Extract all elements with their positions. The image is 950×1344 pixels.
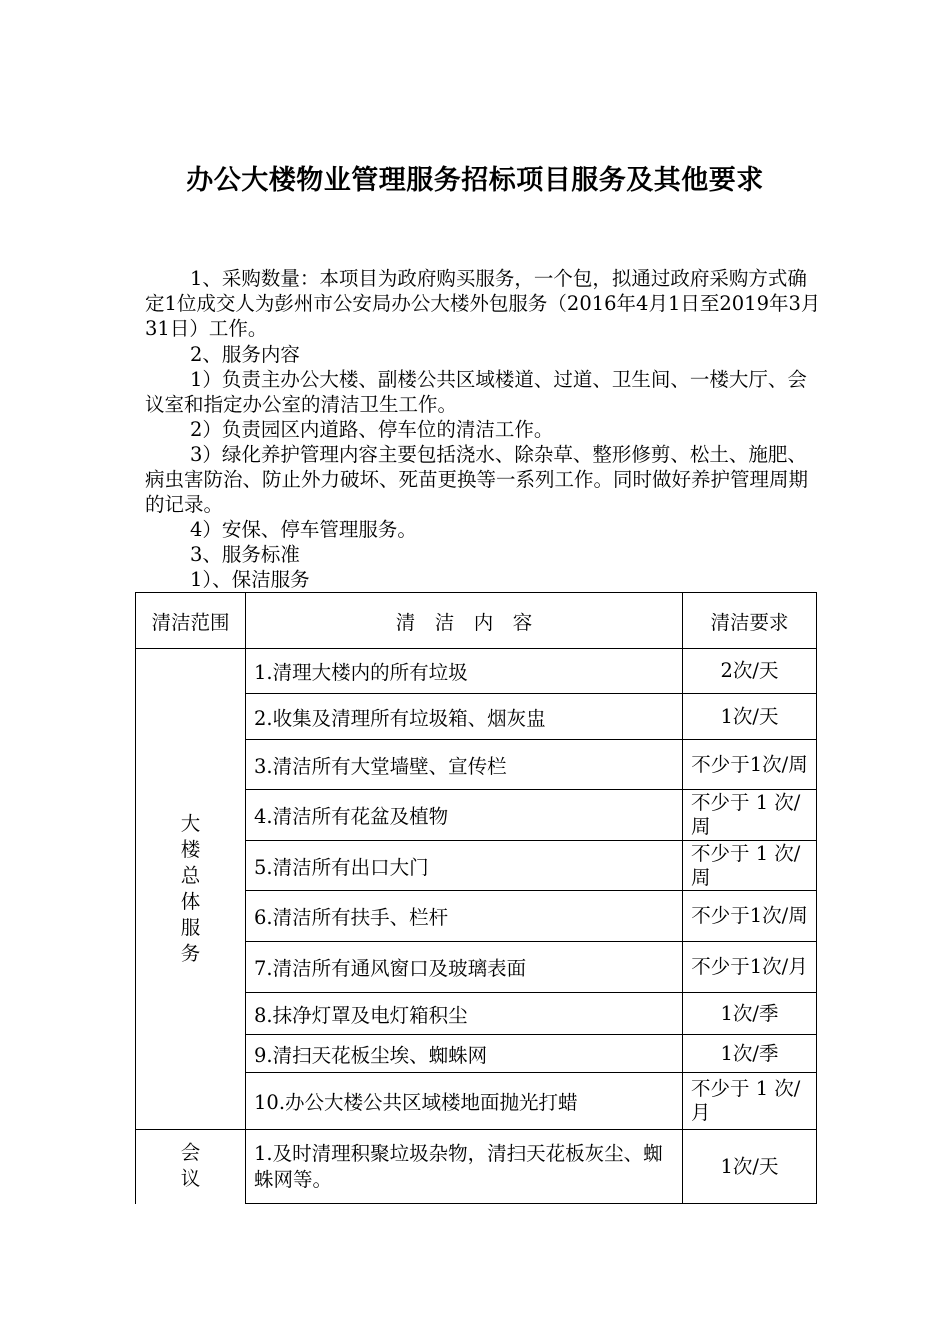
cleaning-standards-table: [135, 592, 817, 1204]
cleaning-frequency: 不少于1次/月: [683, 942, 817, 993]
paragraph-procurement-quantity: 1、采购数量：本项目为政府购买服务，一个包，拟通过政府采购方式确定1位成交人为彭州市公安局办公大楼外包服务（2016年4月1日至2019年3月31日）工作。: [145, 267, 821, 340]
cleaning-item: 8.抹净灯罩及电灯箱积尘: [246, 993, 683, 1035]
heading-service-content: 2、服务内容: [190, 343, 300, 366]
cleaning-frequency: 不少于1次/周: [683, 740, 817, 790]
cleaning-frequency: 1次/季: [683, 993, 817, 1035]
cleaning-frequency: 1次/天: [683, 694, 817, 740]
cleaning-item: 2.收集及清理所有垃圾箱、烟灰盅: [246, 694, 683, 740]
table-header-row: [136, 593, 817, 649]
cleaning-frequency: 不少于1次/周: [683, 891, 817, 942]
cleaning-item: 7.清洁所有通风窗口及玻璃表面: [246, 942, 683, 993]
heading-service-standard: 3、服务标准: [190, 543, 300, 566]
table-row: [136, 1130, 817, 1204]
header-scope: 清洁范围: [136, 593, 246, 649]
document-title: 办公大楼物业管理服务招标项目服务及其他要求: [186, 165, 764, 196]
scope-cell-meeting: 会议: [136, 1130, 246, 1204]
paragraph-service-3: 3）绿化养护管理内容主要包括浇水、除杂草、整形修剪、松土、施肥、病虫害防治、防止外力破坏、死苗更换等一系列工作。同时做好养护管理周期的记录。: [145, 443, 809, 516]
header-content: 清 洁 内 容: [246, 593, 683, 649]
header-requirement: 清洁要求: [683, 593, 817, 649]
cleaning-item: 10.办公大楼公共区域楼地面抛光打蜡: [246, 1073, 683, 1130]
cleaning-frequency: 2次/天: [683, 649, 817, 694]
cleaning-frequency: 1次/天: [683, 1130, 817, 1204]
cleaning-frequency: 不少于 1 次/周: [683, 841, 817, 891]
cleaning-item: 1.及时清理积聚垃圾杂物，清扫天花板灰尘、蜘蛛网等。: [246, 1130, 683, 1204]
cleaning-frequency: 不少于 1 次/周: [683, 790, 817, 841]
paragraph-service-2: 2）负责园区内道路、停车位的清洁工作。: [190, 418, 554, 441]
paragraph-service-1: 1）负责主办公大楼、副楼公共区域楼道、过道、卫生间、一楼大厅、会议室和指定办公室的清洁卫生工作。: [145, 368, 807, 416]
heading-cleaning-service: 1）、保洁服务: [190, 568, 310, 591]
paragraph-service-4: 4）安保、停车管理服务。: [190, 518, 417, 541]
cleaning-item: 4.清洁所有花盆及植物: [246, 790, 683, 841]
cleaning-item: 3.清洁所有大堂墙壁、宣传栏: [246, 740, 683, 790]
cleaning-frequency: 1次/季: [683, 1035, 817, 1073]
table-row: [136, 649, 817, 694]
cleaning-item: 1.清理大楼内的所有垃圾: [246, 649, 683, 694]
cleaning-item: 9.清扫天花板尘埃、蜘蛛网: [246, 1035, 683, 1073]
scope-cell-building: 大楼总体服务: [136, 649, 246, 1130]
cleaning-frequency: 不少于 1 次/月: [683, 1073, 817, 1130]
cleaning-item: 6.清洁所有扶手、栏杆: [246, 891, 683, 942]
cleaning-item: 5.清洁所有出口大门: [246, 841, 683, 891]
